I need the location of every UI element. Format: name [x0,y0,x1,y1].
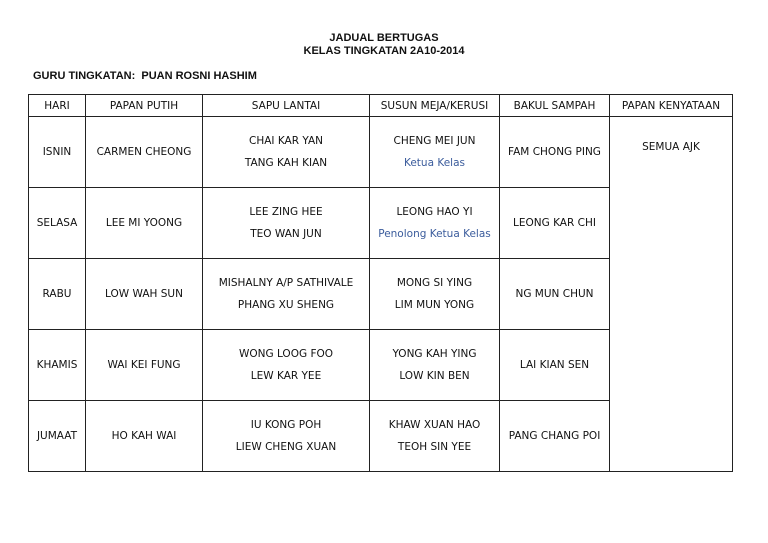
cell-sapu-lantai [203,259,370,330]
name: LIM MUN YONG [394,299,475,311]
header-bakul-sampah: BAKUL SAMPAH [500,95,610,117]
cell-sapu-lantai [203,401,370,472]
cell-sapu-lantai [203,330,370,401]
cell-susun-meja [370,188,500,259]
name: LOW KIN BEN [399,370,470,382]
cell-papan-kenyataan [610,117,733,472]
name: LEE ZING HEE [249,206,323,218]
name: IU KONG POH [250,419,322,431]
name: MISHALNY A/P SATHIVALE [218,277,354,289]
cell-sapu-lantai [203,117,370,188]
cell-bakul-sampah: FAM CHONG PING [500,117,610,188]
header-sapu-lantai: SAPU LANTAI [203,95,370,117]
cell-susun-meja [370,259,500,330]
name: CHAI KAR YAN [249,135,323,147]
class-teacher-name: PUAN ROSNI HASHIM [141,70,257,82]
name: YONG KAH YING [392,348,477,360]
header-hari: HARI [29,95,86,117]
header-papan-putih: PAPAN PUTIH [86,95,203,117]
name: TANG KAH KIAN [244,157,328,169]
cell-papan-putih: WAI KEI FUNG [86,330,203,401]
cell-bakul-sampah: NG MUN CHUN [500,259,610,330]
cell-bakul-sampah: PANG CHANG POI [500,401,610,472]
cell-bakul-sampah: LAI KIAN SEN [500,330,610,401]
cell-papan-putih: LOW WAH SUN [86,259,203,330]
document-subtitle: KELAS TINGKATAN 2A10-2014 [303,45,465,57]
name: MONG SI YING [396,277,473,289]
header-susun-meja: SUSUN MEJA/KERUSI [370,95,500,117]
name: LIEW CHENG XUAN [235,441,337,453]
cell-papan-putih: CARMEN CHEONG [86,117,203,188]
class-teacher [33,70,257,82]
role-label: Ketua Kelas [403,157,465,169]
document-title: JADUAL BERTUGAS [329,32,439,44]
name: PHANG XU SHENG [237,299,335,311]
cell-hari: RABU [29,259,86,330]
name: WONG LOOG FOO [238,348,334,360]
cell-hari: KHAMIS [29,330,86,401]
name: TEO WAN JUN [250,228,322,240]
table-header-row [29,95,733,117]
name: LEONG HAO YI [396,206,473,218]
cell-hari: ISNIN [29,117,86,188]
cell-sapu-lantai [203,188,370,259]
cell-papan-putih: LEE MI YOONG [86,188,203,259]
header-papan-kenyataan: PAPAN KENYATAAN [610,95,733,117]
class-teacher-label: GURU TINGKATAN: [33,70,136,82]
name: TEOH SIN YEE [397,441,472,453]
duty-roster-table [28,94,733,472]
papan-kenyataan-value: SEMUA AJK [642,141,700,153]
table-row [29,117,733,188]
cell-bakul-sampah: LEONG KAR CHI [500,188,610,259]
role-label: Penolong Ketua Kelas [378,228,491,240]
name: KHAW XUAN HAO [388,419,481,431]
name: LEW KAR YEE [250,370,322,382]
cell-hari: JUMAAT [29,401,86,472]
cell-susun-meja [370,117,500,188]
name: CHENG MEI JUN [393,135,476,147]
cell-susun-meja [370,330,500,401]
cell-susun-meja [370,401,500,472]
cell-hari: SELASA [29,188,86,259]
cell-papan-putih: HO KAH WAI [86,401,203,472]
